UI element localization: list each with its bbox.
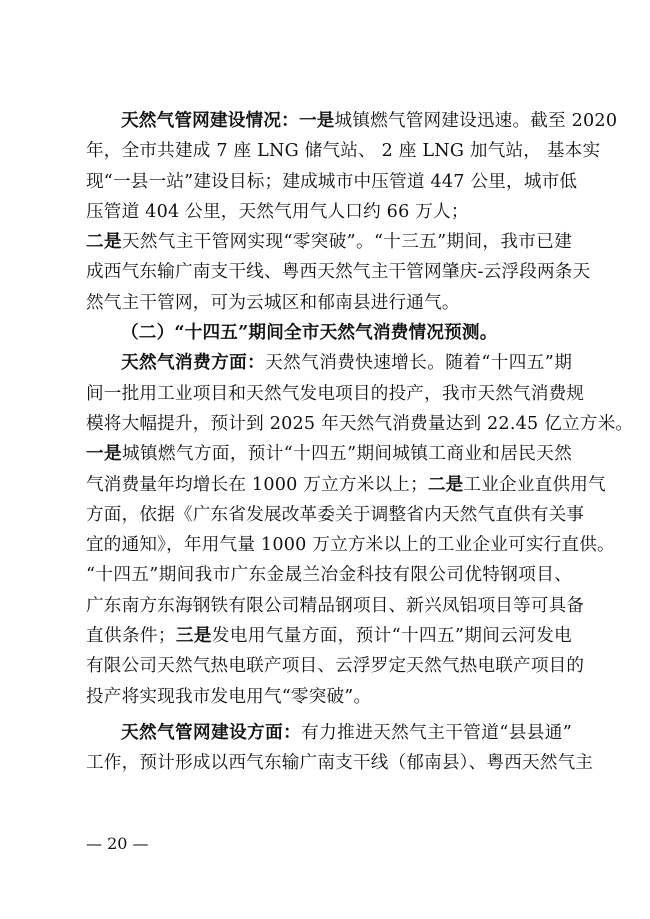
paragraph-3-line-4 (86, 439, 572, 469)
paragraph-3-line-9: 广东南方东海钢铁有限公司精品钢项目、新兴凤铝项目等可具备 (86, 595, 585, 616)
paragraph-3-line-8: “十四五”期间我市广东金晟兰冶金科技有限公司优特钢项目、 (86, 565, 572, 586)
paragraph-3-line-11: 有限公司天然气热电联产项目、云浮罗定天然气热电联产项目的 (86, 656, 585, 677)
paragraph-4-line-1 (86, 718, 572, 748)
paragraph-4-text: 有力推进天然气主干管道“县县通” (301, 722, 572, 743)
paragraph-2-line-2: 成西气东输广南支干线、粤西天然气主干管网肇庆-云浮段两条天 (86, 262, 591, 283)
paragraph-3-lead: 天然气消费方面： (121, 352, 266, 374)
body-text (86, 106, 634, 779)
paragraph-2-line-1 (86, 227, 572, 257)
paragraph-1-line-2: 年，全市共建成 7 座 LNG 储气站、 2 座 LNG 加气站， 基本实 (86, 141, 601, 162)
paragraph-1-lead: 天然气管网建设情况：一是 (121, 110, 335, 131)
paragraph-2-lead: 二是 (86, 231, 122, 253)
paragraph-3-line-7: 宜的通知》，年用气量 1000 万立方米以上的工业企业可实行直供。 (86, 535, 615, 556)
paragraph-3-line-1 (86, 348, 572, 378)
paragraph-3-lead-second: 二是 (427, 473, 464, 495)
paragraph-3-line-10 (86, 621, 572, 651)
paragraph-3-line-5-pre: 气消费量年均增长在 1000 万立方米以上； (86, 474, 428, 495)
paragraph-1-line-1 (86, 106, 618, 136)
paragraph-3-line-10-pre: 直供条件； (86, 626, 176, 647)
paragraph-4-line-2: 工作，预计形成以西气东输广南支干线（郁南县）、粤西天然气主 (86, 753, 594, 774)
paragraph-3-line-10-text: 发电用气量方面，预计“十四五”期间云河发电 (211, 626, 572, 647)
section-heading: （二）“十四五”期间全市天然气消费情况预测。 (121, 322, 498, 344)
paragraph-1-line-4: 压管道 404 公里，天然气用气人口约 66 万人； (86, 201, 469, 222)
paragraph-3-line-2: 间一批用工业项目和天然气发电项目的投产，我市天然气消费规 (86, 383, 585, 404)
paragraph-3-text: 天然气消费快速增长。随着“十四五”期 (265, 353, 573, 374)
paragraph-3-line-3: 模将大幅提升，预计到 2025 年天然气消费量达到 22.45 亿立方米。 (86, 413, 634, 434)
page-number: — 20 — (86, 834, 149, 853)
paragraph-3-lead-first: 一是 (86, 443, 122, 465)
paragraph-2-text: 天然气主干管网实现“零突破”。“十三五”期间，我市已建 (121, 232, 572, 253)
paragraph-1-line-3: 现“一县一站”建设目标；建成城市中压管道 447 公里，城市低 (86, 171, 578, 192)
paragraph-3-line-5-text: 工业企业直供用气 (463, 474, 606, 495)
paragraph-3-lead-third: 三是 (175, 625, 212, 647)
paragraph-3-line-4-text: 城镇燃气方面，预计“十四五”期间城镇工商业和居民天然 (121, 444, 572, 465)
paragraph-4-lead: 天然气管网建设方面： (121, 721, 302, 743)
paragraph-2-line-3: 然气主干管网，可为云城区和郁南县进行通气。 (86, 292, 460, 313)
paragraph-3-line-5 (86, 470, 606, 500)
paragraph-1-text: 城镇燃气管网建设迅速。截至 2020 (334, 111, 618, 131)
paragraph-3-line-6: 方面，依据《广东省发展改革委关于调整省内天然气直供有关事 (86, 504, 585, 525)
paragraph-3-line-12: 投产将实现我市发电用气“零突破”。 (86, 686, 372, 707)
